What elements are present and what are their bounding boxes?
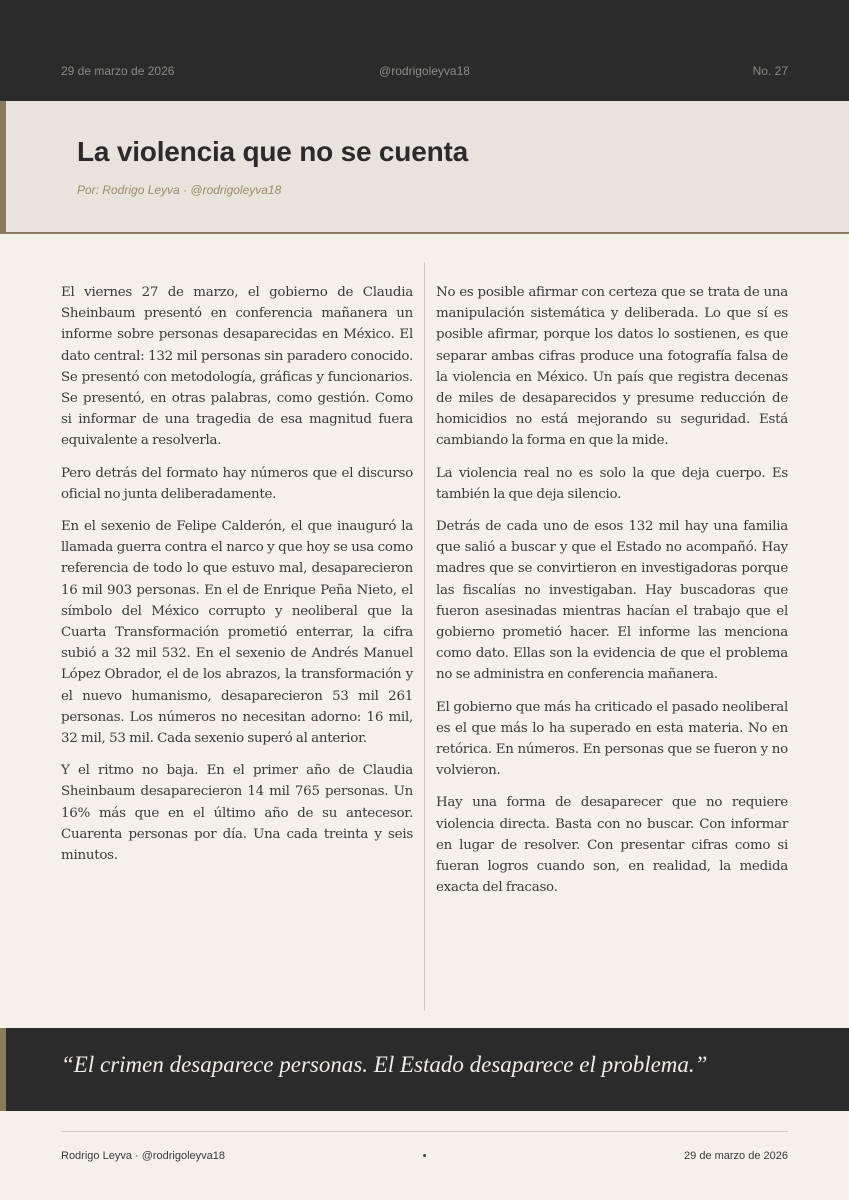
paragraph: No es posible afirmar con certeza que se trata de una manipulación sistemática y deliberada. Lo que sí es posible afirmar, porque los datos lo sostienen, es que separar ambas cifras produce una fotografía falsa de la violencia en México. Un país que registra decenas de miles de desaparecidos y presume reducción de homicidios no está mejorando su seguridad. Está cambiando la forma en que la mide. <box>436 285 788 449</box>
paragraph: Detrás de cada uno de esos 132 mil hay una familia que salió a buscar y que el Estado no acompañó. Hay madres que se convirtieron en investigadoras porque las fiscalías no investigaban. Hay buscadoras que fueron asesinadas mientras hacían el trabajo que el gobierno prometió hacer. El informe las menciona como dato. Ellas son la evidencia de que el problema no se administra en conferencia mañanera. <box>436 519 788 683</box>
pull-quote-band <box>0 1028 849 1111</box>
footer-separator: • <box>422 1150 427 1162</box>
paragraph: La violencia real no es solo la que deja cuerpo. Es también la que deja silencio. <box>436 465 788 502</box>
footer-author: Rodrigo Leyva · @rodrigoleyva18 <box>61 1150 226 1162</box>
paragraph: Pero detrás del formato hay números que el discurso oficial no junta deliberadamente. <box>61 465 413 502</box>
paragraph: El viernes 27 de marzo, el gobierno de Claudia Sheinbaum presentó en conferencia mañanera un informe sobre personas desaparecidas en México. El dato central: 132 mil personas sin paradero conocido. Se presentó con metodología, gráficas y funcionarios. Se presentó, en otras palabras, como gestión. Como si informar de una tragedia de esa magnitud fuera equivalente a resolverla. <box>61 285 413 449</box>
byline: Por: Rodrigo Leyva · @rodrigoleyva18 <box>77 183 282 197</box>
article-column-left <box>61 282 413 877</box>
top-bar <box>0 0 849 101</box>
article-title: La violencia que no se cuenta <box>77 136 468 167</box>
paragraph: Y el ritmo no baja. En el primer año de Claudia Sheinbaum desaparecieron 14 mil 765 personas. Un 16% más que en el último año de su antecesor. Cuarenta personas por día. Una cada treinta y seis minutos. <box>61 763 413 864</box>
paragraph: Hay una forma de desaparecer que no requiere violencia directa. Basta con no buscar. Con informar en lugar de resolver. Con presentar cifras como si fueran logros cuando son, en realidad, la medida exacta del fracaso. <box>436 795 788 896</box>
footer-date: 29 de marzo de 2026 <box>684 1150 788 1162</box>
paragraph: En el sexenio de Felipe Calderón, el que inauguró la llamada guerra contra el narco y que hoy se usa como referencia de todo lo que estuvo mal, desaparecieron 16 mil 903 personas. En el de Enrique Peña Nieto, el símbolo del México corrupto y neoliberal que la Cuarta Transformación prometió enterrar, la cifra subió a 32 mil 532. En el sexenio de Andrés Manuel López Obrador, el de los abrazos, la transformación y el nuevo humanismo, desaparecieron 53 mil 261 personas. Los números no necesitan adorno: 16 mil, 32 mil, 53 mil. Cada sexenio superó al anterior. <box>61 519 413 747</box>
article-header <box>0 101 849 234</box>
column-divider <box>424 262 425 1011</box>
top-bar-handle: @rodrigoleyva18 <box>379 64 470 78</box>
footer-divider <box>61 1131 788 1132</box>
pull-quote: “El crimen desaparece personas. El Estado desaparece el problema.” <box>61 1052 708 1077</box>
quote-accent-bar <box>0 1028 6 1111</box>
article-column-right <box>436 282 788 909</box>
paragraph: El gobierno que más ha criticado el pasado neoliberal es el que más lo ha superado en esta materia. No en retórica. En números. En personas que se fueron y no volvieron. <box>436 699 788 779</box>
top-bar-date: 29 de marzo de 2026 <box>61 64 175 78</box>
issue-number: No. 27 <box>752 64 788 78</box>
header-accent-bar <box>0 101 6 234</box>
